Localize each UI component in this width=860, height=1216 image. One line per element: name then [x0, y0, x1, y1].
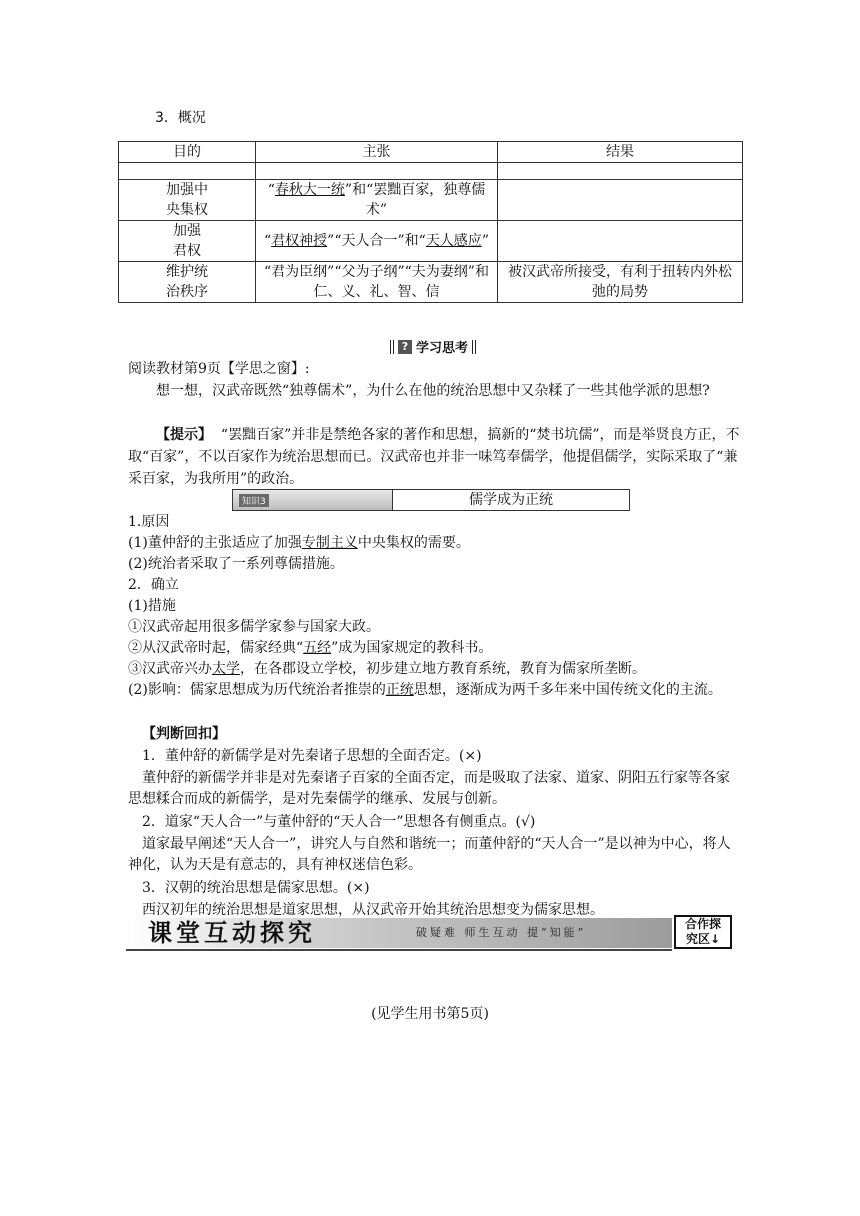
claim-text: ”和“罢黜百家，独尊儒术”: [344, 182, 486, 218]
claim-text: ”“天人合一”和“: [327, 233, 426, 249]
table-row: [119, 262, 743, 303]
judge-q2: 2．道家“天人合一”与董仲舒的“天人合一”思想各有侧重点。(√): [142, 814, 536, 830]
result-cell: [498, 180, 743, 221]
knowledge-box: [232, 489, 630, 511]
reason-2: (2)统治者采取了一系列尊儒措施。: [128, 556, 344, 572]
header-claim: 主张: [256, 142, 498, 163]
claim-cell: [256, 180, 498, 221]
cooperate-explore-button[interactable]: 合作探 究区↓: [674, 915, 732, 949]
measure-3: ③汉武帝兴办太学，在各郡设立学校，初步建立地方教育系统，教育为儒家所垄断。: [128, 661, 646, 677]
overview-table: [118, 141, 743, 303]
underlined-term: 君权神授: [271, 233, 328, 249]
judge-a1: 董仲舒的新儒学并非是对先秦诸子百家的全面否定，而是吸取了法家、道家、阴阳五行家等各家思想糅合而成的新儒学，是对先秦儒学的继承、发展与创新。: [128, 770, 730, 807]
classroom-banner: [126, 918, 736, 948]
impact: (2)影响：儒家思想成为历代统治者推崇的正统思想，逐渐成为两千多年来中国传统文化的主流。: [128, 682, 722, 698]
result-cell: [498, 221, 743, 262]
banner-subtitle: 破疑难 师生互动 提“知能”: [416, 926, 587, 939]
judge-q3: 3．汉朝的统治思想是儒家思想。(×): [142, 880, 370, 896]
page-reference: (见学生用书第5页): [371, 1006, 489, 1022]
think-hint: 【提示】 “罢黜百家”并非是禁绝各家的著作和思想，搞新的“焚书坑儒”，而是举贤良方正，不取“百家”，不以百家作为统治思想而已。汉武帝也并非一味笃奉儒学，他提倡儒学，实际采取了“兼采百家，为我所用”的政治。: [128, 427, 740, 487]
hint-label: 【提示】: [156, 427, 212, 443]
study-think-title: 学习思考: [416, 341, 469, 356]
think-intro: 阅读教材第9页【学思之窗】:: [128, 361, 310, 377]
judge-q1: 1．董仲舒的新儒学是对先秦诸子思想的全面否定。(×): [142, 748, 482, 764]
question-icon: ?: [398, 340, 412, 354]
divider: [472, 340, 476, 354]
measure-2: ②从汉武帝时起，儒家经典“五经”成为国家规定的教科书。: [128, 640, 493, 656]
knowledge-tag: 知识3: [233, 490, 393, 510]
underlined-term: 天人感应: [425, 233, 482, 249]
table-row: [119, 180, 743, 221]
header-goal: 目的: [119, 142, 256, 163]
claim-text: ”: [481, 233, 489, 249]
table-row: [119, 221, 743, 262]
divider: [390, 340, 394, 354]
goal-cell: 维护统 治秩序: [119, 262, 256, 303]
knowledge-title: 儒学成为正统: [469, 492, 553, 508]
section-title-overview: 3．概况: [155, 110, 206, 126]
reason-title: 1.原因: [128, 514, 170, 530]
measure-1: ①汉武帝起用很多儒学家参与国家大政。: [128, 619, 380, 635]
underlined-term: 春秋大一统: [274, 182, 345, 198]
banner-underline: [126, 949, 672, 951]
empty-row: [119, 163, 743, 180]
study-think-header: [390, 337, 476, 356]
measures-title: (1)措施: [128, 598, 176, 614]
claim-text: “: [267, 182, 275, 198]
judge-title: 【判断回扣】: [142, 726, 226, 742]
claim-text: “: [264, 233, 272, 249]
table-header-row: [119, 142, 743, 163]
establish-title: 2．确立: [128, 577, 179, 593]
claim-text: “君为臣纲”“父为子纲”“夫为妻纲”和仁、义、礼、智、信: [264, 264, 489, 300]
reason-1: (1)董仲舒的主张适应了加强专制主义中央集权的需要。: [128, 535, 470, 551]
result-cell: 被汉武帝所接受，有利于扭转内外松弛的局势: [498, 262, 743, 303]
goal-cell: 加强中 央集权: [119, 180, 256, 221]
claim-cell: [256, 221, 498, 262]
judge-a3: 西汉初年的统治思想是道家思想，从汉武帝开始其统治思想变为儒家思想。: [142, 902, 604, 918]
think-question: 想一想，汉武帝既然“独尊儒术”，为什么在他的统治思想中又杂糅了一些其他学派的思想?: [156, 383, 710, 399]
header-result: 结果: [498, 142, 743, 163]
judge-a2: 道家最早阐述“天人合一”，讲究人与自然和谐统一；而董仲舒的“天人合一”是以神为中心，将人神化，认为天是有意志的，具有神权迷信色彩。: [128, 836, 731, 873]
banner-title: 课堂互动探究: [148, 918, 316, 947]
goal-cell: 加强 君权: [119, 221, 256, 262]
claim-cell: [256, 262, 498, 303]
